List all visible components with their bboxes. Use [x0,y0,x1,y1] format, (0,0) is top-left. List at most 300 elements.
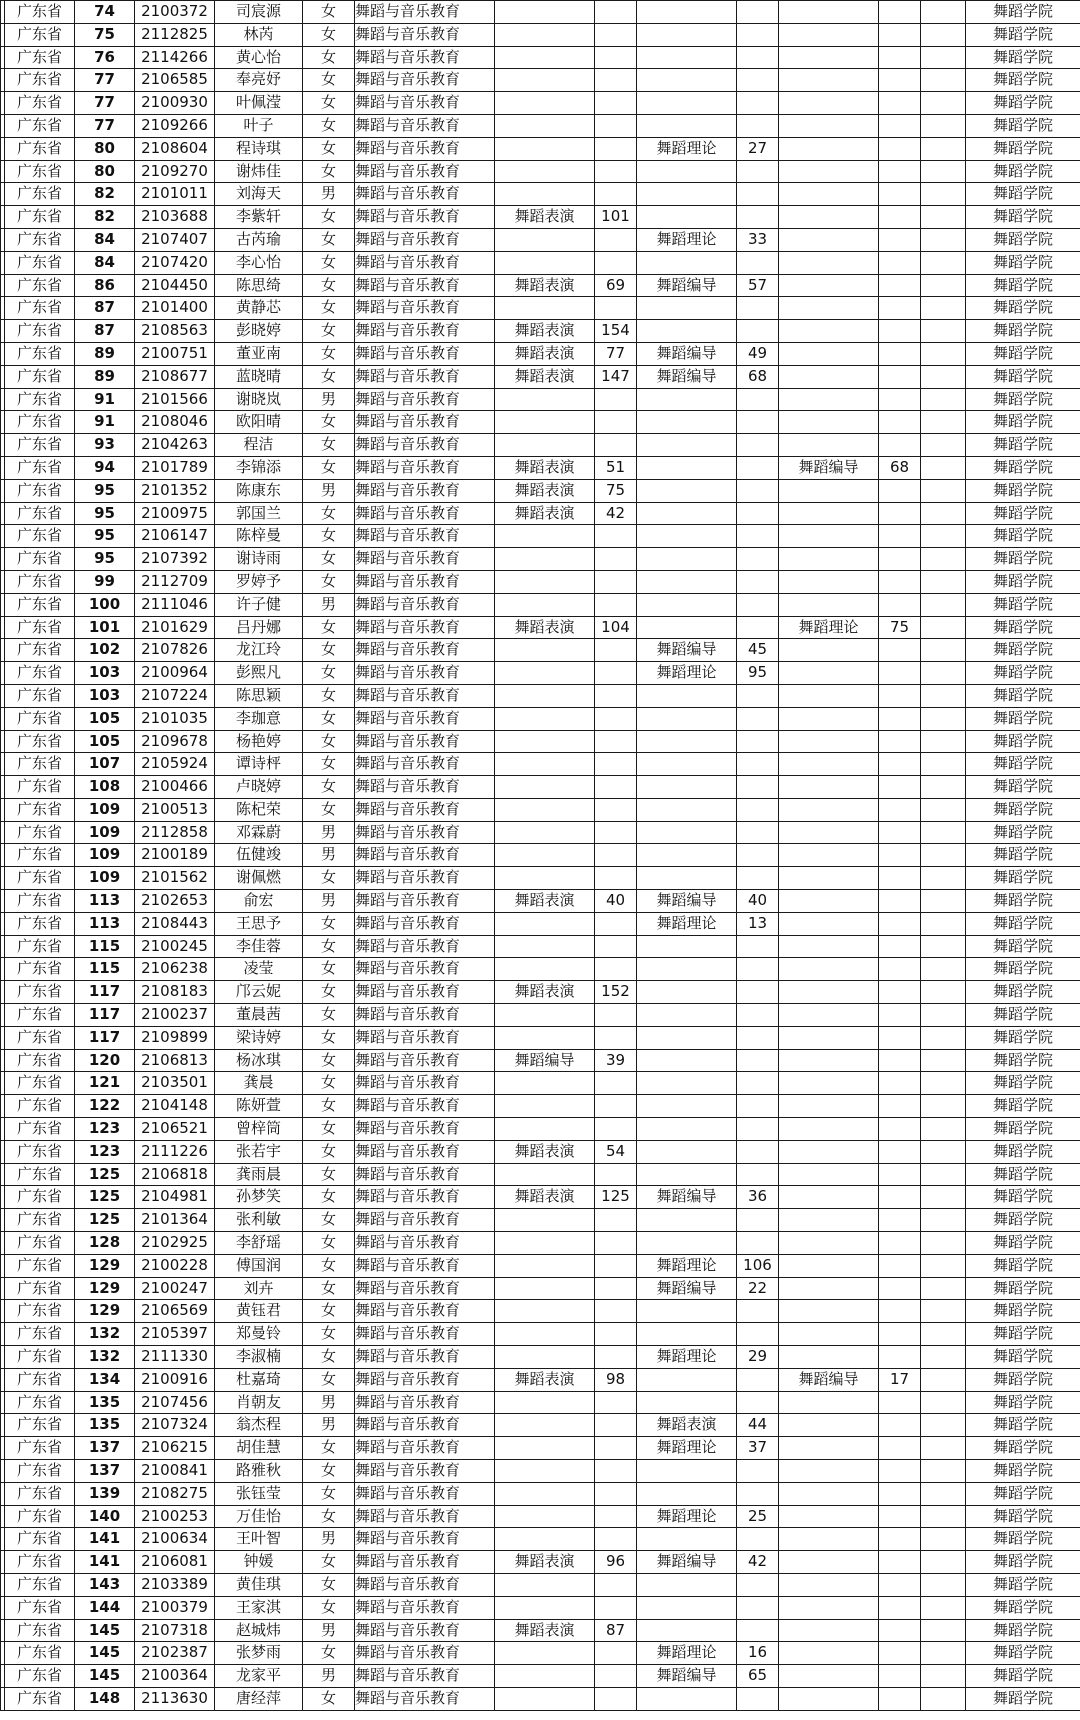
rank-cell: 95 [75,548,135,571]
exam-id-cell: 2105924 [135,753,215,776]
rank-cell: 148 [75,1687,135,1710]
school-cell: 舞蹈学院 [966,456,1080,479]
alt-major-3-name-cell [779,981,879,1004]
alt-major-1-rank-cell: 125 [595,1186,637,1209]
exam-id-cell: 2103389 [135,1573,215,1596]
gender-cell: 女 [303,1254,355,1277]
alt-major-2-rank-cell [737,251,779,274]
alt-major-1-name-cell [495,69,595,92]
table-row [1,1665,1080,1688]
name-cell: 李佳蓉 [215,935,303,958]
alt-major-1-rank-cell [595,137,637,160]
major-cell: 舞蹈与音乐教育 [355,388,495,411]
alt-major-2-name-cell [637,776,737,799]
alt-major-1-name-cell [495,821,595,844]
alt-major-1-name-cell: 舞蹈表演 [495,890,595,913]
alt-major-3-name-cell [779,730,879,753]
alt-major-2-name-cell [637,593,737,616]
blank-cell [921,1482,966,1505]
alt-major-2-name-cell [637,1391,737,1414]
alt-major-1-name-cell [495,844,595,867]
blank-cell [921,479,966,502]
blank-cell [921,206,966,229]
name-cell: 李锦添 [215,456,303,479]
alt-major-3-rank-cell [879,525,921,548]
rank-cell: 141 [75,1551,135,1574]
school-cell: 舞蹈学院 [966,1323,1080,1346]
alt-major-1-rank-cell [595,662,637,685]
alt-major-1-name-cell [495,228,595,251]
province-cell: 广东省 [5,776,75,799]
name-cell: 张利敏 [215,1209,303,1232]
alt-major-2-rank-cell [737,730,779,753]
alt-major-3-rank-cell [879,137,921,160]
alt-major-2-name-cell [637,1095,737,1118]
table-row [1,1140,1080,1163]
major-cell: 舞蹈与音乐教育 [355,1460,495,1483]
alt-major-2-rank-cell [737,411,779,434]
alt-major-1-rank-cell [595,1095,637,1118]
exam-id-cell: 2104148 [135,1095,215,1118]
alt-major-3-name-cell [779,684,879,707]
name-cell: 傅国润 [215,1254,303,1277]
major-cell: 舞蹈与音乐教育 [355,1072,495,1095]
alt-major-2-name-cell [637,46,737,69]
blank-cell [921,434,966,457]
gender-cell: 女 [303,411,355,434]
name-cell: 林芮 [215,23,303,46]
exam-id-cell: 2106238 [135,958,215,981]
alt-major-3-name-cell [779,1232,879,1255]
alt-major-2-name-cell [637,1163,737,1186]
alt-major-2-name-cell: 舞蹈编导 [637,639,737,662]
major-cell: 舞蹈与音乐教育 [355,1095,495,1118]
gender-cell: 男 [303,183,355,206]
province-cell: 广东省 [5,662,75,685]
province-cell: 广东省 [5,639,75,662]
alt-major-2-name-cell: 舞蹈理论 [637,1437,737,1460]
rank-cell: 135 [75,1391,135,1414]
name-cell: 许子健 [215,593,303,616]
alt-major-2-rank-cell [737,46,779,69]
gender-cell: 女 [303,1049,355,1072]
alt-major-3-name-cell [779,1619,879,1642]
name-cell: 杜嘉琦 [215,1368,303,1391]
alt-major-2-name-cell: 舞蹈理论 [637,228,737,251]
rank-cell: 105 [75,730,135,753]
name-cell: 邝云妮 [215,981,303,1004]
exam-id-cell: 2107407 [135,228,215,251]
name-cell: 孙梦笑 [215,1186,303,1209]
alt-major-3-name-cell [779,1118,879,1141]
alt-major-3-name-cell [779,867,879,890]
alt-major-1-name-cell [495,1323,595,1346]
alt-major-3-name-cell [779,388,879,411]
alt-major-1-name-cell [495,114,595,137]
blank-cell [921,844,966,867]
school-cell: 舞蹈学院 [966,639,1080,662]
exam-id-cell: 2108563 [135,320,215,343]
alt-major-3-name-cell [779,548,879,571]
gender-cell: 男 [303,1391,355,1414]
school-cell: 舞蹈学院 [966,958,1080,981]
rank-cell: 115 [75,958,135,981]
school-cell: 舞蹈学院 [966,707,1080,730]
alt-major-2-name-cell: 舞蹈编导 [637,342,737,365]
major-cell: 舞蹈与音乐教育 [355,228,495,251]
name-cell: 唐经萍 [215,1687,303,1710]
table-row [1,1528,1080,1551]
alt-major-1-rank-cell: 42 [595,502,637,525]
alt-major-1-name-cell: 舞蹈表演 [495,981,595,1004]
alt-major-2-name-cell [637,23,737,46]
alt-major-3-rank-cell [879,502,921,525]
alt-major-1-rank-cell [595,1277,637,1300]
gender-cell: 女 [303,92,355,115]
alt-major-2-rank-cell: 29 [737,1346,779,1369]
alt-major-1-name-cell [495,297,595,320]
alt-major-1-name-cell [495,1414,595,1437]
alt-major-3-rank-cell [879,1346,921,1369]
name-cell: 叶佩滢 [215,92,303,115]
table-row [1,206,1080,229]
alt-major-3-rank-cell [879,1505,921,1528]
alt-major-2-rank-cell: 33 [737,228,779,251]
province-cell: 广东省 [5,1049,75,1072]
alt-major-3-rank-cell [879,958,921,981]
table-row [1,753,1080,776]
blank-cell [921,707,966,730]
major-cell: 舞蹈与音乐教育 [355,1505,495,1528]
alt-major-2-name-cell [637,1026,737,1049]
rank-cell: 82 [75,206,135,229]
alt-major-1-rank-cell [595,1072,637,1095]
alt-major-1-name-cell [495,935,595,958]
alt-major-2-rank-cell [737,1300,779,1323]
rank-cell: 89 [75,342,135,365]
alt-major-3-name-cell [779,1026,879,1049]
name-cell: 李舒瑶 [215,1232,303,1255]
rank-cell: 143 [75,1573,135,1596]
rank-cell: 76 [75,46,135,69]
school-cell: 舞蹈学院 [966,434,1080,457]
major-cell: 舞蹈与音乐教育 [355,616,495,639]
school-cell: 舞蹈学院 [966,821,1080,844]
rank-cell: 77 [75,69,135,92]
exam-id-cell: 2106521 [135,1118,215,1141]
alt-major-1-name-cell [495,23,595,46]
gender-cell: 女 [303,434,355,457]
alt-major-3-rank-cell [879,662,921,685]
table-row [1,1209,1080,1232]
alt-major-1-name-cell [495,912,595,935]
major-cell: 舞蹈与音乐教育 [355,1596,495,1619]
rank-cell: 84 [75,228,135,251]
rank-cell: 102 [75,639,135,662]
school-cell: 舞蹈学院 [966,730,1080,753]
name-cell: 吕丹娜 [215,616,303,639]
province-cell: 广东省 [5,228,75,251]
alt-major-1-rank-cell: 147 [595,365,637,388]
alt-major-3-rank-cell [879,297,921,320]
major-cell: 舞蹈与音乐教育 [355,1004,495,1027]
alt-major-3-rank-cell [879,46,921,69]
rank-cell: 141 [75,1528,135,1551]
alt-major-1-name-cell: 舞蹈表演 [495,502,595,525]
major-cell: 舞蹈与音乐教育 [355,1482,495,1505]
blank-cell [921,1368,966,1391]
major-cell: 舞蹈与音乐教育 [355,92,495,115]
table-row [1,69,1080,92]
gender-cell: 女 [303,342,355,365]
major-cell: 舞蹈与音乐教育 [355,548,495,571]
alt-major-2-rank-cell [737,981,779,1004]
name-cell: 罗婷予 [215,570,303,593]
alt-major-1-name-cell [495,776,595,799]
alt-major-1-name-cell [495,1482,595,1505]
alt-major-1-rank-cell [595,798,637,821]
exam-id-cell: 2101566 [135,388,215,411]
blank-cell [921,251,966,274]
name-cell: 程诗琪 [215,137,303,160]
alt-major-1-rank-cell: 69 [595,274,637,297]
alt-major-1-rank-cell [595,776,637,799]
alt-major-3-rank-cell [879,1186,921,1209]
exam-id-cell: 2106147 [135,525,215,548]
alt-major-2-rank-cell [737,1209,779,1232]
alt-major-2-rank-cell [737,297,779,320]
alt-major-2-name-cell: 舞蹈理论 [637,1346,737,1369]
table-row [1,958,1080,981]
school-cell: 舞蹈学院 [966,160,1080,183]
alt-major-2-name-cell [637,1528,737,1551]
alt-major-1-rank-cell [595,160,637,183]
school-cell: 舞蹈学院 [966,1277,1080,1300]
table-row [1,867,1080,890]
alt-major-2-name-cell [637,981,737,1004]
gender-cell: 女 [303,274,355,297]
province-cell: 广东省 [5,1437,75,1460]
province-cell: 广东省 [5,616,75,639]
alt-major-2-name-cell [637,320,737,343]
alt-major-1-rank-cell: 54 [595,1140,637,1163]
table-row [1,297,1080,320]
school-cell: 舞蹈学院 [966,935,1080,958]
alt-major-2-rank-cell [737,525,779,548]
rank-cell: 128 [75,1232,135,1255]
major-cell: 舞蹈与音乐教育 [355,1277,495,1300]
alt-major-3-name-cell [779,160,879,183]
rank-cell: 84 [75,251,135,274]
name-cell: 邓霖蔚 [215,821,303,844]
blank-cell [921,1437,966,1460]
province-cell: 广东省 [5,1072,75,1095]
alt-major-2-rank-cell: 49 [737,342,779,365]
name-cell: 谢佩燃 [215,867,303,890]
province-cell: 广东省 [5,456,75,479]
school-cell: 舞蹈学院 [966,1095,1080,1118]
gender-cell: 男 [303,388,355,411]
gender-cell: 女 [303,548,355,571]
table-row [1,1596,1080,1619]
alt-major-1-rank-cell [595,1528,637,1551]
major-cell: 舞蹈与音乐教育 [355,1437,495,1460]
alt-major-3-name-cell [779,1642,879,1665]
major-cell: 舞蹈与音乐教育 [355,1551,495,1574]
name-cell: 董亚南 [215,342,303,365]
rank-cell: 95 [75,479,135,502]
table-row [1,730,1080,753]
name-cell: 蓝晓晴 [215,365,303,388]
alt-major-2-name-cell [637,1118,737,1141]
table-row [1,23,1080,46]
blank-cell [921,297,966,320]
blank-cell [921,23,966,46]
school-cell: 舞蹈学院 [966,297,1080,320]
alt-major-2-rank-cell [737,707,779,730]
alt-major-1-rank-cell [595,228,637,251]
alt-major-1-rank-cell [595,92,637,115]
major-cell: 舞蹈与音乐教育 [355,456,495,479]
major-cell: 舞蹈与音乐教育 [355,1368,495,1391]
gender-cell: 女 [303,1095,355,1118]
name-cell: 黄佳琪 [215,1573,303,1596]
major-cell: 舞蹈与音乐教育 [355,1346,495,1369]
province-cell: 广东省 [5,958,75,981]
table-row [1,1391,1080,1414]
blank-cell [921,616,966,639]
school-cell: 舞蹈学院 [966,616,1080,639]
alt-major-1-name-cell [495,1300,595,1323]
gender-cell: 女 [303,1004,355,1027]
blank-cell [921,867,966,890]
alt-major-1-rank-cell: 152 [595,981,637,1004]
major-cell: 舞蹈与音乐教育 [355,434,495,457]
alt-major-1-rank-cell [595,1414,637,1437]
alt-major-2-rank-cell: 106 [737,1254,779,1277]
alt-major-2-name-cell: 舞蹈理论 [637,137,737,160]
alt-major-2-name-cell [637,844,737,867]
alt-major-2-name-cell [637,867,737,890]
name-cell: 彭熙凡 [215,662,303,685]
table-row [1,981,1080,1004]
blank-cell [921,912,966,935]
exam-id-cell: 2101035 [135,707,215,730]
alt-major-1-rank-cell [595,548,637,571]
alt-major-3-rank-cell [879,1232,921,1255]
exam-id-cell: 2100364 [135,1665,215,1688]
rank-cell: 103 [75,684,135,707]
blank-cell [921,1026,966,1049]
school-cell: 舞蹈学院 [966,1004,1080,1027]
alt-major-2-rank-cell [737,1095,779,1118]
province-cell: 广东省 [5,114,75,137]
name-cell: 李紫轩 [215,206,303,229]
alt-major-2-name-cell [637,69,737,92]
province-cell: 广东省 [5,365,75,388]
alt-major-1-rank-cell [595,1665,637,1688]
name-cell: 谭诗枰 [215,753,303,776]
alt-major-3-rank-cell [879,69,921,92]
alt-major-3-rank-cell [879,548,921,571]
table-row [1,1186,1080,1209]
rank-cell: 109 [75,867,135,890]
major-cell: 舞蹈与音乐教育 [355,1118,495,1141]
major-cell: 舞蹈与音乐教育 [355,525,495,548]
rank-cell: 91 [75,411,135,434]
alt-major-3-rank-cell [879,935,921,958]
table-row [1,137,1080,160]
alt-major-2-name-cell [637,570,737,593]
name-cell: 叶子 [215,114,303,137]
alt-major-3-name-cell [779,776,879,799]
alt-major-1-name-cell [495,1254,595,1277]
alt-major-2-rank-cell [737,23,779,46]
school-cell: 舞蹈学院 [966,1596,1080,1619]
table-row [1,684,1080,707]
alt-major-2-name-cell [637,730,737,753]
name-cell: 郭国兰 [215,502,303,525]
alt-major-1-name-cell: 舞蹈表演 [495,1368,595,1391]
alt-major-1-name-cell [495,434,595,457]
name-cell: 董晨茜 [215,1004,303,1027]
alt-major-1-name-cell [495,1391,595,1414]
alt-major-1-name-cell [495,798,595,821]
alt-major-2-name-cell [637,548,737,571]
province-cell: 广东省 [5,570,75,593]
alt-major-3-rank-cell [879,1118,921,1141]
alt-major-3-name-cell [779,114,879,137]
major-cell: 舞蹈与音乐教育 [355,935,495,958]
exam-id-cell: 2102925 [135,1232,215,1255]
exam-id-cell: 2100247 [135,1277,215,1300]
rank-cell: 145 [75,1642,135,1665]
alt-major-3-rank-cell [879,1414,921,1437]
table-row [1,1346,1080,1369]
name-cell: 欧阳晴 [215,411,303,434]
table-row [1,935,1080,958]
gender-cell: 女 [303,1118,355,1141]
school-cell: 舞蹈学院 [966,1118,1080,1141]
province-cell: 广东省 [5,707,75,730]
province-cell: 广东省 [5,1209,75,1232]
exam-id-cell: 2107420 [135,251,215,274]
province-cell: 广东省 [5,1300,75,1323]
alt-major-1-name-cell [495,662,595,685]
alt-major-1-rank-cell [595,684,637,707]
alt-major-2-rank-cell: 95 [737,662,779,685]
exam-id-cell: 2100253 [135,1505,215,1528]
alt-major-2-name-cell [637,616,737,639]
table-row [1,1095,1080,1118]
alt-major-3-rank-cell [879,798,921,821]
province-cell: 广东省 [5,890,75,913]
alt-major-1-rank-cell [595,1300,637,1323]
alt-major-3-rank-cell [879,867,921,890]
name-cell: 李淑楠 [215,1346,303,1369]
alt-major-2-name-cell [637,1209,737,1232]
blank-cell [921,342,966,365]
alt-major-1-rank-cell: 40 [595,890,637,913]
alt-major-1-rank-cell [595,1232,637,1255]
exam-id-cell: 2100513 [135,798,215,821]
exam-id-cell: 2109266 [135,114,215,137]
alt-major-3-name-cell [779,912,879,935]
alt-major-1-name-cell [495,1642,595,1665]
alt-major-1-name-cell [495,1665,595,1688]
school-cell: 舞蹈学院 [966,251,1080,274]
alt-major-1-name-cell: 舞蹈表演 [495,274,595,297]
